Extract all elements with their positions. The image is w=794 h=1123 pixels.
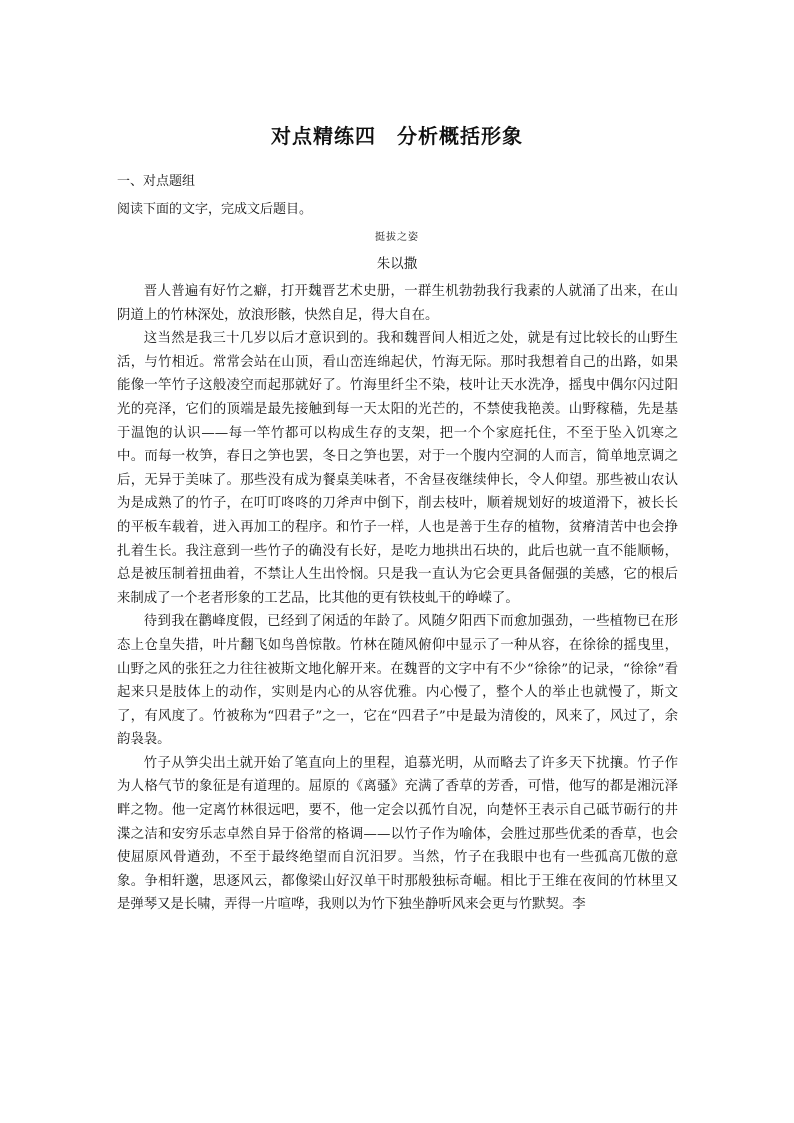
page-title: 对点精练四 分析概括形象 xyxy=(271,124,523,148)
section-heading: 一、对点题组 xyxy=(117,174,196,189)
essay-body xyxy=(117,280,678,917)
essay-paragraph-2: 这当然是我三十几岁以后才意识到的。我和魏晋间人相近之处，就是有过比较长的山野生活，与竹相近。常常会站在山顶，看山峦连绵起伏，竹海无际。那时我想着自己的出路，如果能像一竿竹子这般凌空而起那就好了。竹海里纤尘不染，枝叶让天水洗净，摇曳中偶尔闪过阳光的亮泽，它们的顶端是最先接触到每一天太阳的光芒的，不禁使我艳羡。山野稼穑，先是基于温饱的认识——每一竿竹都可以构成生存的支架，把一个个家庭托住，不至于坠入饥寒之中。而每一枚笋，春日之笋也罢，冬日之笋也罢，对于一个腹内空洞的人而言，简单地烹调之后，无异于美味了。那些没有成为餐桌美味者，不舍昼夜继续伸长，令人仰望。那些被山农认为是成熟了的竹子，在叮叮咚咚的刀斧声中倒下，削去枝叶，顺着规划好的坡道滑下，被长长的平板车载着，进入再加工的程序。和竹子一样，人也是善于生存的植物，贫瘠清苦中也会挣扎着生长。我注意到一些竹子的确没有长好，是吃力地拱出石块的，此后也就一直不能顺畅，总是被压制着扭曲着，不禁让人生出怜悯。只是我一直认为它会更具备倔强的美感，它的根后来制成了一个老者形象的工艺品，比其他的更有铁枝虬干的峥嵘了。 xyxy=(117,331,678,606)
essay-paragraph-1: 晋人普遍有好竹之癖，打开魏晋艺术史册，一群生机勃勃我行我素的人就涌了出来，在山阴道上的竹林深处，放浪形骸，快然自足，得大自在。 xyxy=(117,284,678,323)
essay-author: 朱以撒 xyxy=(376,256,418,272)
essay-paragraph-4: 竹子从笋尖出土就开始了笔直向上的里程，追慕光明，从而略去了许多天下扰攘。竹子作为人格气节的象征是有道理的。屈原的《离骚》充满了香草的芳香，可惜，他写的都是湘沅泽畔之物。他一定离竹林很远吧，要不，他一定会以孤竹自况，向楚怀王表示自己砥节砺行的井渫之洁和安穷乐志卓然自异于俗常的格调——以竹子作为喻体，会胜过那些优柔的香草，也会使屈原风骨遒劲，不至于最终绝望而自沉汨罗。当然，竹子在我眼中也有一些孤高兀傲的意象。争相轩邈，思逐风云，都像梁山好汉单干时那般独标奇崛。相比于王维在夜间的竹林里又是弹琴又是长啸，弄得一片喧哗，我则以为竹下独坐静听风来会更与竹默契。李 xyxy=(117,755,678,913)
essay-title: 挺拔之姿 xyxy=(375,232,419,243)
reading-instruction: 阅读下面的文字，完成文后题目。 xyxy=(117,202,313,217)
essay-paragraph-3: 待到我在鹳峰度假，已经到了闲适的年龄了。风随夕阳西下而愈加强劲，一些植物已在形态上仓皇失措，叶片翻飞如鸟兽惊散。竹林在随风俯仰中显示了一种从容，在徐徐的摇曳里，山野之风的张狂之力往往被斯文地化解开来。在魏晋的文字中有不少“徐徐”的记录，“徐徐”看起来只是肢体上的动作，实则是内心的从容优雅。内心慢了，整个人的举止也就慢了，斯文了，有风度了。竹被称为“四君子”之一，它在“四君子”中是最为清俊的，风来了，风过了，余韵袅袅。 xyxy=(117,614,678,748)
